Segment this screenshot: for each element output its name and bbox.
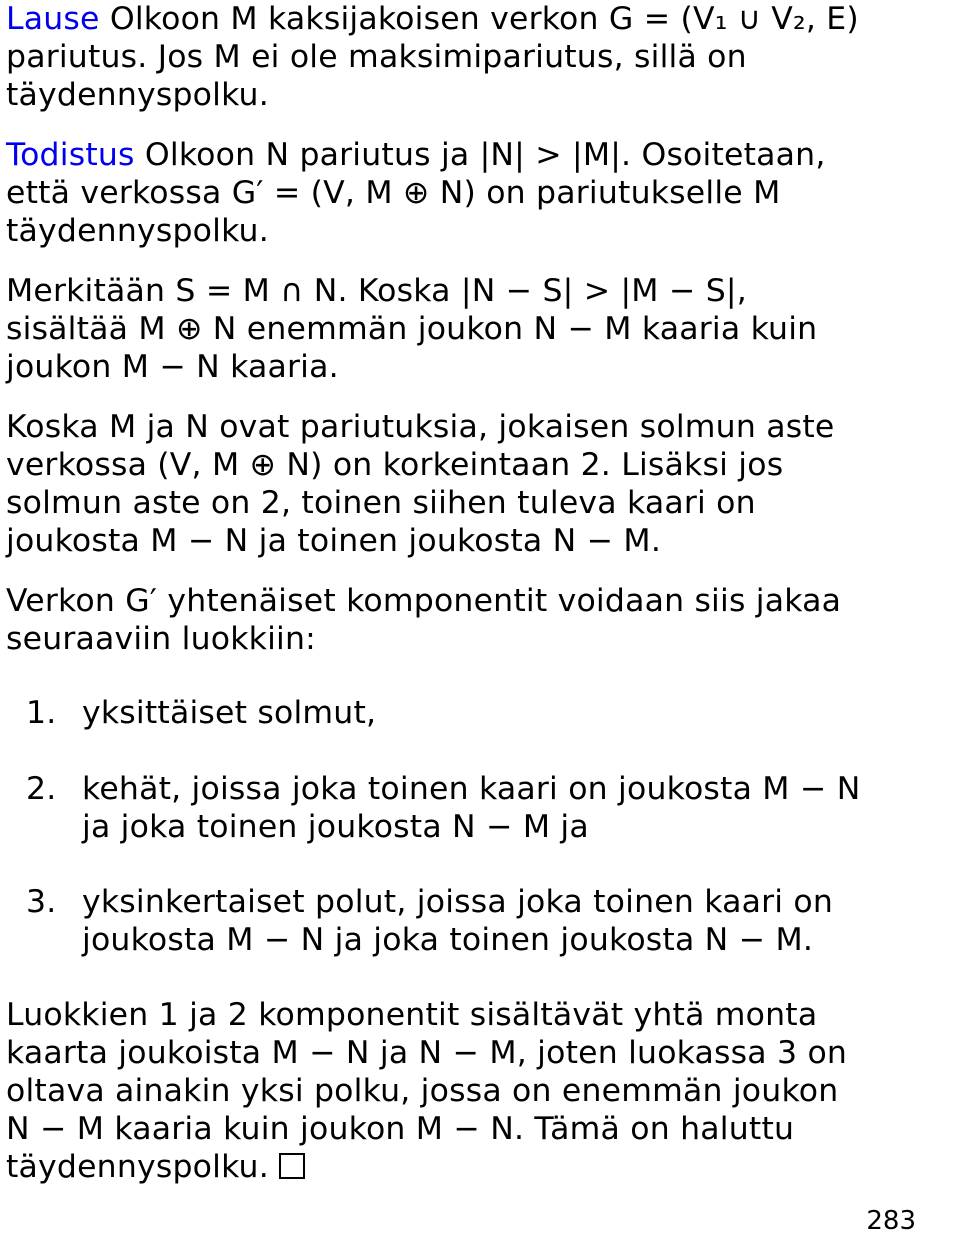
para-s-line-1: Merkitään S = M ∩ N. Koska |N − S| > |M − S|, <box>6 273 747 309</box>
conclusion-line-2: kaarta joukoista M − N ja N − M, joten luokassa 3 on <box>6 1035 848 1071</box>
conclusion-line-1: Luokkien 1 ja 2 komponentit sisältävät yhtä monta <box>6 997 818 1033</box>
list-item-3-text-1: yksinkertaiset polut, joissa joka toinen kaari on <box>82 884 834 920</box>
proof-line-3: täydennyspolku. <box>6 213 269 249</box>
conclusion-line-3: oltava ainakin yksi polku, jossa on enemmän joukon <box>6 1073 839 1109</box>
list-item-2-text-2: ja joka toinen joukosta N − M ja <box>82 809 589 845</box>
list-item-1-number: 1. <box>26 695 57 731</box>
theorem-line-3: täydennyspolku. <box>6 77 269 113</box>
proof-line-1 <box>6 136 826 174</box>
conclusion-line-5 <box>6 1148 305 1186</box>
para-components-line-1: Verkon G′ yhtenäiset komponentit voidaan siis jakaa <box>6 583 842 619</box>
proof-statement: Olkoon N pariutus ja |N| > |M|. Osoitetaan, <box>144 137 826 173</box>
para-components-line-2: seuraaviin luokkiin: <box>6 621 316 657</box>
list-item-3-text-2: joukosta M − N ja joka toinen joukosta N − M. <box>82 922 814 958</box>
qed-box-icon <box>279 1153 305 1179</box>
para-degree-line-2: verkossa (V, M ⊕ N) on korkeintaan 2. Lisäksi jos <box>6 447 784 483</box>
theorem-line-2: pariutus. Jos M ei ole maksimipariutus, sillä on <box>6 39 747 75</box>
list-item-2-number: 2. <box>26 771 57 807</box>
theorem-label: Lause <box>6 1 100 37</box>
para-degree-line-1: Koska M ja N ovat pariutuksia, jokaisen solmun aste <box>6 409 835 445</box>
list-item-1-text: yksittäiset solmut, <box>82 695 377 731</box>
list-item-2-text-1: kehät, joissa joka toinen kaari on joukosta M − N <box>82 771 861 807</box>
proof-label: Todistus <box>6 137 135 173</box>
theorem-line-1 <box>6 0 859 38</box>
para-s-line-2: sisältää M ⊕ N enemmän joukon N − M kaaria kuin <box>6 311 818 347</box>
para-degree-line-4: joukosta M − N ja toinen joukosta N − M. <box>6 523 662 559</box>
theorem-statement: Olkoon M kaksijakoisen verkon G = (V₁ ∪ V₂, E) <box>109 1 859 37</box>
conclusion-last-text: täydennyspolku. <box>6 1149 269 1185</box>
list-item-3-number: 3. <box>26 884 57 920</box>
page-number: 283 <box>866 1206 916 1236</box>
conclusion-line-4: N − M kaaria kuin joukon M − N. Tämä on haluttu <box>6 1111 795 1147</box>
para-s-line-3: joukon M − N kaaria. <box>6 349 339 385</box>
proof-line-2: että verkossa G′ = (V, M ⊕ N) on pariutukselle M <box>6 175 781 211</box>
para-degree-line-3: solmun aste on 2, toinen siihen tuleva kaari on <box>6 485 756 521</box>
